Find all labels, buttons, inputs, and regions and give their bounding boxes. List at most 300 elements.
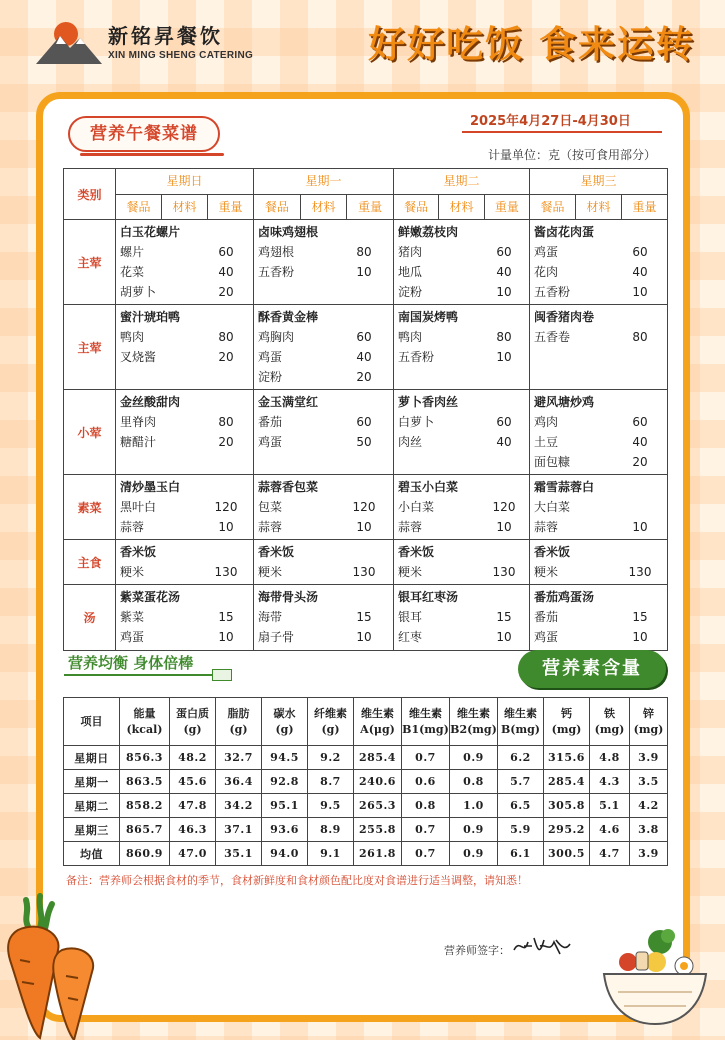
menu-row	[64, 585, 668, 651]
ingredient-line	[534, 262, 663, 282]
nutrition-header	[216, 698, 262, 746]
category-label: 小荤	[64, 390, 116, 475]
ingredient-line	[258, 242, 389, 262]
nutrition-value: 315.6	[544, 746, 590, 770]
ingredient-line	[398, 412, 525, 432]
ingredient-line	[120, 327, 249, 347]
nutrition-value: 255.8	[354, 818, 402, 842]
ingredient-name: 番茄	[534, 610, 559, 624]
ingredient-weight: 80	[218, 330, 234, 344]
nutrition-value: 285.4	[544, 770, 590, 794]
ingredient-weight: 130	[214, 565, 238, 579]
ingredient-name: 螺片	[120, 245, 145, 259]
menu-cell	[394, 220, 530, 305]
sub-header: 重量	[346, 195, 393, 219]
nutrition-value: 6.2	[498, 746, 544, 770]
menu-cell	[530, 585, 668, 651]
ingredient-name: 鸡蛋	[258, 435, 283, 449]
dish-name: 卤味鸡翅根	[258, 225, 319, 239]
nutrition-value: 860.9	[120, 842, 170, 866]
date-underline	[462, 131, 662, 133]
menu-cell	[254, 475, 394, 540]
ingredient-line	[258, 497, 389, 517]
nutrition-value: 47.0	[170, 842, 216, 866]
dish-name: 紫菜蛋花汤	[120, 590, 181, 604]
nutrition-value: 4.8	[590, 746, 630, 770]
ingredient-weight: 60	[496, 415, 512, 429]
ingredient-weight: 10	[496, 285, 512, 299]
ingredient-line	[534, 517, 663, 537]
menu-table	[63, 168, 668, 651]
nutrition-row	[64, 770, 668, 794]
ingredient-line	[398, 627, 525, 647]
nutrition-value: 3.8	[630, 818, 668, 842]
ingredient-weight: 20	[356, 370, 372, 384]
ingredient-line	[398, 432, 525, 452]
ingredient-line	[534, 432, 663, 452]
ingredient-weight	[620, 497, 660, 517]
menu-cell	[394, 475, 530, 540]
ingredient-line	[258, 412, 389, 432]
ingredient-name: 银耳	[398, 610, 423, 624]
menu-cell	[530, 390, 668, 475]
nutrition-header	[630, 698, 668, 746]
nutritionist-sign-label: 营养师签字：	[444, 944, 510, 957]
ingredient-name: 海带	[258, 610, 283, 624]
ingredient-weight: 50	[356, 435, 372, 449]
ingredient-weight: 10	[496, 350, 512, 364]
ingredient-name: 五香粉	[258, 265, 295, 279]
unit-note: 计量单位：克（按可食用部分）	[488, 148, 657, 162]
ingredient-weight: 20	[218, 435, 234, 449]
nutrition-slogan: 营养均衡 身体倍棒	[68, 654, 194, 672]
nutrition-value: 4.2	[630, 794, 668, 818]
ingredient-weight: 120	[492, 500, 516, 514]
ingredient-line	[398, 607, 525, 627]
category-header: 类别	[64, 169, 116, 220]
ingredient-name: 花菜	[120, 265, 145, 279]
nutrition-value: 95.1	[262, 794, 308, 818]
ingredient-weight: 10	[632, 285, 648, 299]
ingredient-weight: 40	[632, 265, 648, 279]
ingredient-name: 番茄	[258, 415, 283, 429]
menu-cell	[254, 585, 394, 651]
menu-cell	[530, 475, 668, 540]
nutrition-value: 34.2	[216, 794, 262, 818]
nutrition-value: 3.5	[630, 770, 668, 794]
ingredient-weight: 15	[356, 610, 372, 624]
nutrition-value: 265.3	[354, 794, 402, 818]
ingredient-name: 包菜	[258, 500, 283, 514]
dish-name: 鲜嫩荔枝肉	[398, 225, 459, 239]
nutrition-header-name: 维生素	[504, 706, 537, 720]
dish-name: 南国炭烤鸭	[398, 310, 459, 324]
nutrition-value: 856.3	[120, 746, 170, 770]
dish-name: 银耳红枣汤	[398, 590, 459, 604]
nutrition-value: 8.7	[308, 770, 354, 794]
nutrition-value: 94.0	[262, 842, 308, 866]
dish-name: 金丝酸甜肉	[120, 395, 181, 409]
nutrition-row-label: 均值	[64, 842, 120, 866]
nutrition-value: 35.1	[216, 842, 262, 866]
dish-name: 蒜蓉香包菜	[258, 480, 319, 494]
nutrition-header-name: 蛋白质	[176, 706, 209, 720]
ingredient-line	[258, 627, 389, 647]
ingredient-weight: 120	[352, 500, 376, 514]
nutrition-row	[64, 794, 668, 818]
dish-name: 萝卜香肉丝	[398, 395, 459, 409]
ingredient-name: 土豆	[534, 435, 559, 449]
nutrition-value: 36.4	[216, 770, 262, 794]
ingredient-name: 鸭肉	[398, 330, 423, 344]
nutrition-row-label: 星期日	[64, 746, 120, 770]
sub-header: 重量	[207, 195, 253, 219]
dish-name: 酥香黄金棒	[258, 310, 319, 324]
ingredient-weight: 60	[356, 330, 372, 344]
nutrition-table	[63, 697, 668, 866]
day-header: 星期二	[394, 169, 530, 195]
logo	[36, 14, 256, 70]
ingredient-weight: 60	[356, 415, 372, 429]
day-header: 星期日	[116, 169, 254, 195]
ingredient-weight: 15	[496, 610, 512, 624]
nutrition-value: 6.1	[498, 842, 544, 866]
ingredient-name: 淀粉	[258, 370, 283, 384]
nutrition-value: 46.3	[170, 818, 216, 842]
nutrition-header-unit: (g)	[321, 722, 340, 736]
menu-cell	[394, 540, 530, 585]
nutrition-header-unit: (mg)	[633, 722, 664, 736]
nutrition-header	[354, 698, 402, 746]
nutrition-value: 8.9	[308, 818, 354, 842]
logo-english-name: XIN MING SHENG CATERING	[108, 50, 254, 61]
ingredient-name: 鸡胸肉	[258, 330, 295, 344]
nutrition-value: 5.1	[590, 794, 630, 818]
ingredient-weight: 20	[218, 285, 234, 299]
menu-row	[64, 220, 668, 305]
menu-row	[64, 540, 668, 585]
nutrition-value: 0.6	[402, 770, 450, 794]
ingredient-name: 糖醋汁	[120, 435, 157, 449]
nutrition-header-name: 锌	[643, 706, 654, 720]
menu-cell	[530, 305, 668, 390]
nutrition-value: 9.5	[308, 794, 354, 818]
day-header: 星期一	[254, 169, 394, 195]
ingredient-line	[534, 607, 663, 627]
ingredient-name: 鸭肉	[120, 330, 145, 344]
ingredient-weight: 120	[214, 500, 238, 514]
ingredient-line	[398, 497, 525, 517]
handwritten-signature	[510, 932, 572, 960]
carrot-icon	[0, 890, 110, 1040]
nutrition-value: 0.9	[450, 842, 498, 866]
menu-cell	[254, 390, 394, 475]
menu-cell	[116, 305, 254, 390]
nutrition-value: 45.6	[170, 770, 216, 794]
nutrition-header-unit: (g)	[275, 722, 294, 736]
remark-note: 备注：营养师会根据食材的季节，食材新鲜度和食材颜色配比度对食谱进行适当调整，请知悉！	[66, 874, 528, 887]
ingredient-weight: 10	[632, 520, 648, 534]
ingredient-weight: 10	[356, 265, 372, 279]
menu-cell	[254, 305, 394, 390]
ingredient-name: 鸡翅根	[258, 245, 295, 259]
ingredient-line	[258, 432, 389, 452]
nutrition-value: 240.6	[354, 770, 402, 794]
nutrition-header	[120, 698, 170, 746]
ingredient-line	[120, 607, 249, 627]
menu-cell	[116, 475, 254, 540]
ingredient-weight: 40	[496, 265, 512, 279]
ingredient-weight: 60	[632, 415, 648, 429]
nutrition-header-name: 铁	[604, 706, 615, 720]
nutrition-value: 5.9	[498, 818, 544, 842]
ingredient-line	[258, 327, 389, 347]
nutrition-value: 0.7	[402, 746, 450, 770]
ingredient-weight: 10	[218, 520, 234, 534]
category-label: 素菜	[64, 475, 116, 540]
ingredient-line	[534, 627, 663, 647]
menu-cell	[530, 220, 668, 305]
ingredient-name: 鸡蛋	[534, 630, 559, 644]
menu-cell	[116, 540, 254, 585]
category-label: 主食	[64, 540, 116, 585]
logo-chinese-name: 新铭昇餐饮	[108, 24, 223, 48]
nutrition-value: 0.7	[402, 842, 450, 866]
sub-header: 餐品	[264, 200, 289, 214]
pencil-icon	[64, 674, 214, 676]
nutrition-value: 9.2	[308, 746, 354, 770]
ingredient-name: 紫菜	[120, 610, 145, 624]
ingredient-name: 扇子骨	[258, 630, 295, 644]
menu-cell	[116, 585, 254, 651]
nutrition-value: 4.3	[590, 770, 630, 794]
ingredient-line	[534, 497, 663, 517]
nutrition-value: 865.7	[120, 818, 170, 842]
ingredient-weight: 15	[218, 610, 234, 624]
nutrition-header	[308, 698, 354, 746]
ingredient-line	[534, 412, 663, 432]
nutrition-row	[64, 818, 668, 842]
nutrition-row-label: 星期一	[64, 770, 120, 794]
nutrition-header-unit: A(μg)	[360, 722, 395, 736]
ingredient-weight: 130	[352, 565, 376, 579]
nutrition-value: 9.1	[308, 842, 354, 866]
ingredient-name: 小白菜	[398, 500, 435, 514]
ingredient-weight: 60	[496, 245, 512, 259]
nutrition-header	[402, 698, 450, 746]
ingredient-name: 黑叶白	[120, 500, 157, 514]
ingredient-line	[534, 562, 663, 582]
menu-row	[64, 475, 668, 540]
nutrition-header-name: 维生素	[409, 706, 442, 720]
dish-name: 清炒墨玉白	[120, 480, 181, 494]
dish-name: 酱卤花肉蛋	[534, 225, 595, 239]
ingredient-line	[120, 412, 249, 432]
ingredient-line	[258, 607, 389, 627]
nutrition-value: 5.7	[498, 770, 544, 794]
nutrition-value: 32.7	[216, 746, 262, 770]
nutrition-value: 37.1	[216, 818, 262, 842]
nutrition-value: 94.5	[262, 746, 308, 770]
ingredient-weight: 40	[356, 350, 372, 364]
sub-header: 材料	[300, 195, 347, 219]
dish-name: 香米饭	[120, 545, 157, 559]
dish-name: 香米饭	[534, 545, 571, 559]
menu-cell	[254, 220, 394, 305]
ingredient-weight: 130	[628, 565, 652, 579]
category-label: 主荤	[64, 220, 116, 305]
nutrition-value: 858.2	[120, 794, 170, 818]
nutrition-value: 0.8	[402, 794, 450, 818]
ingredient-name: 鸡蛋	[534, 245, 559, 259]
nutrition-header	[262, 698, 308, 746]
nutrition-header-name: 维生素	[457, 706, 490, 720]
ingredient-line	[258, 367, 389, 387]
nutrition-header-unit: B1(mg)	[402, 722, 449, 736]
nutrition-value: 295.2	[544, 818, 590, 842]
nutrition-header-name: 碳水	[273, 706, 296, 720]
ingredient-line	[534, 282, 663, 302]
menu-cell	[116, 220, 254, 305]
dish-name: 霜雪蒜蓉白	[534, 480, 595, 494]
ingredient-weight: 10	[356, 630, 372, 644]
dish-name: 香米饭	[258, 545, 295, 559]
sub-header: 材料	[438, 195, 483, 219]
nutrition-value: 0.8	[450, 770, 498, 794]
menu-cell	[394, 390, 530, 475]
sub-header: 材料	[161, 195, 207, 219]
ingredient-line	[398, 327, 525, 347]
ingredient-line	[398, 242, 525, 262]
menu-cell	[254, 540, 394, 585]
ingredient-line	[120, 627, 249, 647]
sub-header: 餐品	[126, 200, 151, 214]
ingredient-weight: 40	[218, 265, 234, 279]
ingredient-name: 叉烧酱	[120, 350, 157, 364]
nutrition-header-name: 维生素	[361, 706, 394, 720]
nutrition-value: 48.2	[170, 746, 216, 770]
nutrition-value: 3.9	[630, 746, 668, 770]
nutrition-value: 92.8	[262, 770, 308, 794]
menu-cell	[394, 585, 530, 651]
ingredient-line	[120, 242, 249, 262]
nutrition-value: 285.4	[354, 746, 402, 770]
category-label: 主荤	[64, 305, 116, 390]
ingredient-name: 粳米	[120, 565, 145, 579]
menu-row	[64, 390, 668, 475]
nutrition-row-label: 星期三	[64, 818, 120, 842]
ingredient-weight: 80	[496, 330, 512, 344]
nutrition-value: 863.5	[120, 770, 170, 794]
dish-name: 避风塘炒鸡	[534, 395, 595, 409]
ingredient-name: 蒜蓉	[398, 520, 423, 534]
nutrition-header	[170, 698, 216, 746]
nutrition-value: 6.5	[498, 794, 544, 818]
dish-name: 白玉花螺片	[120, 225, 181, 239]
ingredient-weight: 10	[218, 630, 234, 644]
food-bowl-icon	[598, 922, 708, 1032]
dish-name: 金玉满堂红	[258, 395, 319, 409]
ingredient-name: 粳米	[398, 565, 423, 579]
sub-header-group	[116, 195, 254, 220]
menu-cell	[394, 305, 530, 390]
nutrition-value: 300.5	[544, 842, 590, 866]
dish-name: 碧玉小白菜	[398, 480, 459, 494]
ingredient-line	[120, 347, 249, 367]
ingredient-name: 鸡肉	[534, 415, 559, 429]
category-label: 汤	[64, 585, 116, 651]
nutrition-value: 3.9	[630, 842, 668, 866]
nutrition-value: 261.8	[354, 842, 402, 866]
ingredient-name: 五香粉	[398, 350, 435, 364]
sub-header: 重量	[484, 195, 529, 219]
ingredient-weight: 15	[632, 610, 648, 624]
sub-header-group	[530, 195, 668, 220]
ingredient-name: 粳米	[258, 565, 283, 579]
sub-header-group	[254, 195, 394, 220]
nutrition-row-label: 星期二	[64, 794, 120, 818]
ingredient-weight: 40	[496, 435, 512, 449]
sub-header: 材料	[575, 195, 621, 219]
ingredient-name: 里脊肉	[120, 415, 157, 429]
ingredient-line	[534, 327, 663, 347]
nutrition-value: 0.9	[450, 746, 498, 770]
ingredient-name: 猪肉	[398, 245, 423, 259]
ingredient-name: 蒜蓉	[120, 520, 145, 534]
sub-header: 餐品	[540, 200, 565, 214]
ingredient-line	[534, 452, 663, 472]
ingredient-name: 鸡蛋	[120, 630, 145, 644]
ingredient-name: 面包糠	[534, 455, 571, 469]
ingredient-name: 胡萝卜	[120, 285, 157, 299]
ingredient-line	[398, 282, 525, 302]
ingredient-line	[398, 262, 525, 282]
ingredient-name: 蒜蓉	[534, 520, 559, 534]
nutrition-header-unit: (kcal)	[126, 722, 163, 736]
ingredient-line	[120, 282, 249, 302]
nutrition-header-unit: (mg)	[551, 722, 582, 736]
nutrition-header-name: 纤维素	[314, 706, 347, 720]
menu-cell	[116, 390, 254, 475]
nutrition-header	[590, 698, 630, 746]
nutrition-value: 0.7	[402, 818, 450, 842]
mountain-logo-icon	[36, 18, 102, 66]
sub-header: 餐品	[404, 200, 429, 214]
nutrition-header-unit: (g)	[229, 722, 248, 736]
ingredient-weight: 130	[492, 565, 516, 579]
nutrition-header-name: 脂肪	[227, 706, 250, 720]
nutrition-header-unit: (mg)	[594, 722, 625, 736]
ingredient-name: 肉丝	[398, 435, 423, 449]
nutrition-value: 47.8	[170, 794, 216, 818]
ingredient-line	[398, 347, 525, 367]
ingredient-weight: 20	[632, 455, 648, 469]
ingredient-line	[120, 432, 249, 452]
ingredient-name: 粳米	[534, 565, 559, 579]
ingredient-line	[120, 562, 249, 582]
nutrition-header	[498, 698, 544, 746]
ingredient-weight: 40	[632, 435, 648, 449]
sub-header: 重量	[621, 195, 667, 219]
nutrition-value: 305.8	[544, 794, 590, 818]
nutrition-badge: 营养素含量	[518, 650, 666, 688]
menu-title: 营养午餐菜谱	[68, 116, 220, 152]
ingredient-weight: 60	[632, 245, 648, 259]
ingredient-line	[120, 517, 249, 537]
nutrition-value: 93.6	[262, 818, 308, 842]
ingredient-weight: 60	[218, 245, 234, 259]
ingredient-weight: 80	[218, 415, 234, 429]
